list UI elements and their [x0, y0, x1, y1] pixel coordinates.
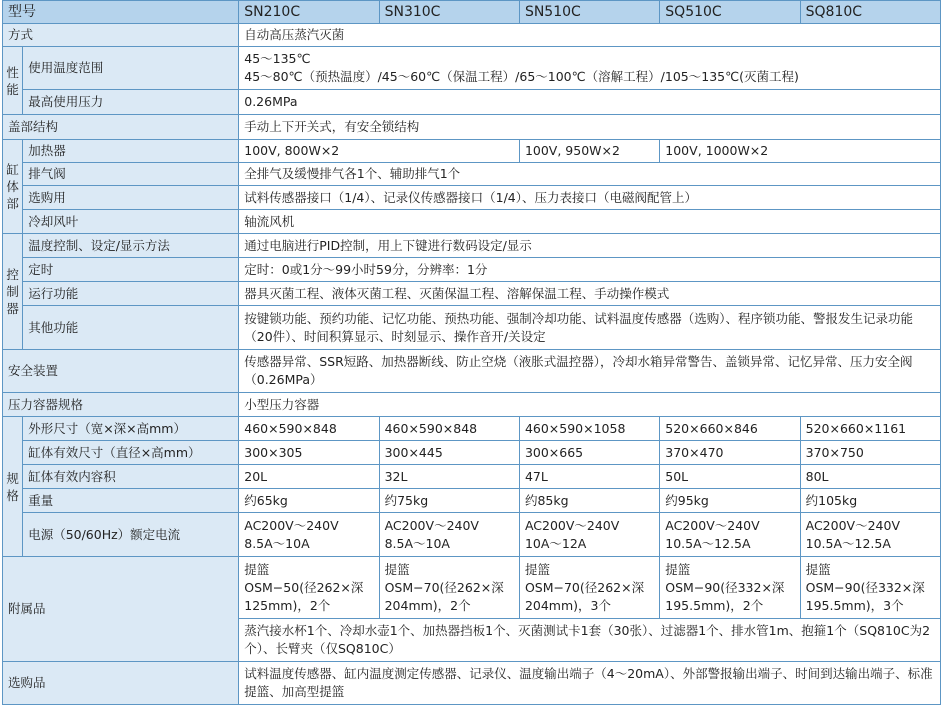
- temp-range-value: [239, 47, 941, 90]
- options-port-label: 选购用: [23, 186, 239, 210]
- volume-value: 80L: [800, 465, 940, 489]
- outer-size-label: 外形尺寸（宽×深×高mm）: [23, 417, 239, 441]
- outer-size-row: [3, 417, 941, 441]
- heater-value: 100V, 800W×2: [239, 140, 520, 163]
- power-row: [3, 513, 941, 557]
- power-value: [379, 513, 519, 557]
- accessories-label: 附属品: [3, 557, 239, 662]
- basket-line: 204mm)，2个: [384, 597, 471, 613]
- temp-control-value: 通过电脑进行PID控制，用上下键进行数码设定/显示: [239, 234, 941, 258]
- vessel-group-label: 缸体部: [3, 140, 23, 234]
- inner-size-label: 缸体有效尺寸（直径×高mm）: [23, 441, 239, 465]
- other-functions-line: （20件）、时间积算显示、时刻显示、操作音开/关设定: [244, 328, 546, 344]
- operation-row: [3, 282, 941, 306]
- power-voltage: AC200V～240V: [244, 517, 339, 533]
- method-value: 自动高压蒸汽灭菌: [239, 24, 941, 47]
- performance-group-label: 性能: [3, 47, 23, 115]
- accessories-common-value: [239, 619, 941, 662]
- outer-size-value: 520×660×846: [660, 417, 800, 441]
- temp-range-line: 45～80℃（预热温度）/45～60℃（保温工程）/65～100℃（溶解工程）/105～135℃(灭菌工程): [244, 69, 799, 84]
- basket-line: OSM−70(径262×深: [384, 579, 504, 595]
- volume-value: 47L: [519, 465, 659, 489]
- power-value: [660, 513, 800, 557]
- basket-line: 125mm)，2个: [244, 597, 331, 613]
- max-pressure-label: 最高使用压力: [23, 90, 239, 115]
- heater-value: 100V, 1000W×2: [660, 140, 941, 163]
- temp-range-label: 使用温度范围: [23, 47, 239, 90]
- model-name: SQ510C: [660, 1, 800, 24]
- basket-line: 195.5mm)，3个: [805, 597, 904, 613]
- basket-line: OSM−50(径262×深: [244, 579, 364, 595]
- power-label: 电源（50/60Hz）额定电流: [23, 513, 239, 557]
- accessories-common-line: 蒸汽接水杯1个、冷却水壶1个、加热器挡板1个、灭菌测试卡1套（30张）、过滤器1个、排水管1m、抱箍1个（SQ810C为2: [244, 623, 931, 638]
- power-voltage: AC200V～240V: [665, 517, 760, 533]
- basket-line: OSM−90(径332×深: [805, 579, 925, 595]
- exhaust-label: 排气阀: [23, 163, 239, 186]
- temp-control-row: [3, 234, 941, 258]
- operation-label: 运行功能: [23, 282, 239, 306]
- model-name: SN310C: [379, 1, 519, 24]
- power-current: 10.5A～12.5A: [665, 535, 751, 551]
- volume-value: 20L: [239, 465, 379, 489]
- accessories-basket-row: [3, 557, 941, 619]
- inner-size-value: 300×665: [519, 441, 659, 465]
- power-voltage: AC200V～240V: [805, 517, 901, 533]
- spec-table: [2, 0, 941, 705]
- power-value: [239, 513, 379, 557]
- other-functions-row: [3, 306, 941, 350]
- power-current: 8.5A～10A: [244, 535, 310, 551]
- basket-value: [379, 557, 519, 619]
- other-functions-label: 其他功能: [23, 306, 239, 350]
- weight-row: [3, 489, 941, 513]
- outer-size-value: 460×590×848: [239, 417, 379, 441]
- weight-value: 约65kg: [239, 489, 379, 513]
- safety-line: （0.26MPa）: [244, 372, 323, 387]
- basket-value: [800, 557, 940, 619]
- basket-line: 提篮: [384, 561, 410, 577]
- inner-size-value: 370×750: [800, 441, 940, 465]
- weight-value: 约105kg: [800, 489, 940, 513]
- basket-line: 提篮: [244, 561, 270, 577]
- basket-line: 204mm)，3个: [524, 597, 611, 613]
- model-name: SN510C: [519, 1, 659, 24]
- other-functions-value: [239, 306, 941, 350]
- volume-row: [3, 465, 941, 489]
- basket-line: 提篮: [524, 561, 550, 577]
- volume-value: 32L: [379, 465, 519, 489]
- options-port-value: 试料传感器接口（1/4）、记录仪传感器接口（1/4）、压力表接口（电磁阀配管上）: [239, 186, 941, 210]
- lid-row: [3, 115, 941, 140]
- safety-row: [3, 350, 941, 393]
- power-value: [800, 513, 940, 557]
- inner-size-value: 300×445: [379, 441, 519, 465]
- weight-value: 约85kg: [519, 489, 659, 513]
- fan-label: 冷却风叶: [23, 210, 239, 234]
- optional-value: [239, 662, 941, 705]
- model-name: SN210C: [239, 1, 379, 24]
- weight-value: 约95kg: [660, 489, 800, 513]
- safety-value: [239, 350, 941, 393]
- power-current: 10.5A～12.5A: [805, 535, 891, 551]
- timer-row: [3, 258, 941, 282]
- temp-range-line: 45～135℃: [244, 51, 311, 66]
- temp-control-label: 温度控制、设定/显示方法: [23, 234, 239, 258]
- exhaust-value: 全排气及缓慢排气各1个、辅助排气1个: [239, 163, 941, 186]
- inner-size-value: 300×305: [239, 441, 379, 465]
- pressure-vessel-label: 压力容器规格: [3, 393, 239, 417]
- weight-value: 约75kg: [379, 489, 519, 513]
- inner-size-value: 370×470: [660, 441, 800, 465]
- safety-label: 安全装置: [3, 350, 239, 393]
- power-voltage: AC200V～240V: [524, 517, 620, 533]
- volume-label: 缸体有效内容积: [23, 465, 239, 489]
- basket-line: OSM−90(径332×深: [665, 579, 785, 595]
- accessories-common-line: 个）、长臂夹（仅SQ810C）: [244, 641, 401, 656]
- heater-value: 100V, 950W×2: [519, 140, 659, 163]
- timer-value: 定时：0或1分～99小时59分，分辨率：1分: [239, 258, 941, 282]
- fan-row: [3, 210, 941, 234]
- inner-size-row: [3, 441, 941, 465]
- basket-line: OSM−70(径262×深: [524, 579, 645, 595]
- model-name: SQ810C: [800, 1, 940, 24]
- weight-label: 重量: [23, 489, 239, 513]
- fan-value: 轴流风机: [239, 210, 941, 234]
- basket-line: 提篮: [665, 561, 691, 577]
- other-functions-line: 按键锁功能、预约功能、记忆功能、预热功能、强制冷却功能、试料温度传感器（选购）、程序锁功能、警报发生记录功能: [244, 310, 914, 326]
- options-port-row: [3, 186, 941, 210]
- temp-range-row: [3, 47, 941, 90]
- outer-size-value: 460×590×848: [379, 417, 519, 441]
- volume-value: 50L: [660, 465, 800, 489]
- optional-line: 提篮、加高型提篮: [244, 684, 345, 699]
- model-header-label: 型号: [3, 1, 239, 24]
- control-group-label: 控制器: [3, 234, 23, 350]
- pressure-vessel-row: [3, 393, 941, 417]
- max-pressure-row: [3, 90, 941, 115]
- basket-line: 195.5mm)，2个: [665, 597, 764, 613]
- max-pressure-value: 0.26MPa: [239, 90, 941, 115]
- power-current: 10A～12A: [524, 535, 587, 551]
- operation-value: 器具灭菌工程、液体灭菌工程、灭菌保温工程、溶解保温工程、手动操作模式: [239, 282, 941, 306]
- timer-label: 定时: [23, 258, 239, 282]
- exhaust-row: [3, 163, 941, 186]
- optional-row: [3, 662, 941, 705]
- lid-label: 盖部结构: [3, 115, 239, 140]
- power-value: [519, 513, 659, 557]
- pressure-vessel-value: 小型压力容器: [239, 393, 941, 417]
- method-label: 方式: [3, 24, 239, 47]
- power-voltage: AC200V～240V: [384, 517, 479, 533]
- outer-size-value: 520×660×1161: [800, 417, 940, 441]
- lid-value: 手动上下开关式，有安全锁结构: [239, 115, 941, 140]
- outer-size-value: 460×590×1058: [519, 417, 659, 441]
- basket-value: [660, 557, 800, 619]
- header-row: [3, 1, 941, 24]
- power-current: 8.5A～10A: [384, 535, 450, 551]
- basket-value: [519, 557, 659, 619]
- safety-line: 传感器异常、SSR短路、加热器断线、防止空烧（液胀式温控器），冷却水箱异常警告、盖锁异常、记忆异常、压力安全阀: [244, 354, 913, 369]
- heater-row: [3, 140, 941, 163]
- method-row: [3, 24, 941, 47]
- basket-value: [239, 557, 379, 619]
- heater-label: 加热器: [23, 140, 239, 163]
- specs-group-label: 规格: [3, 417, 23, 557]
- optional-label: 选购品: [3, 662, 239, 705]
- basket-line: 提篮: [805, 561, 831, 577]
- optional-line: 试料温度传感器、缸内温度测定传感器、记录仪、温度输出端子（4～20mA）、外部警报输出端子、时间到达输出端子、标准: [244, 666, 933, 681]
